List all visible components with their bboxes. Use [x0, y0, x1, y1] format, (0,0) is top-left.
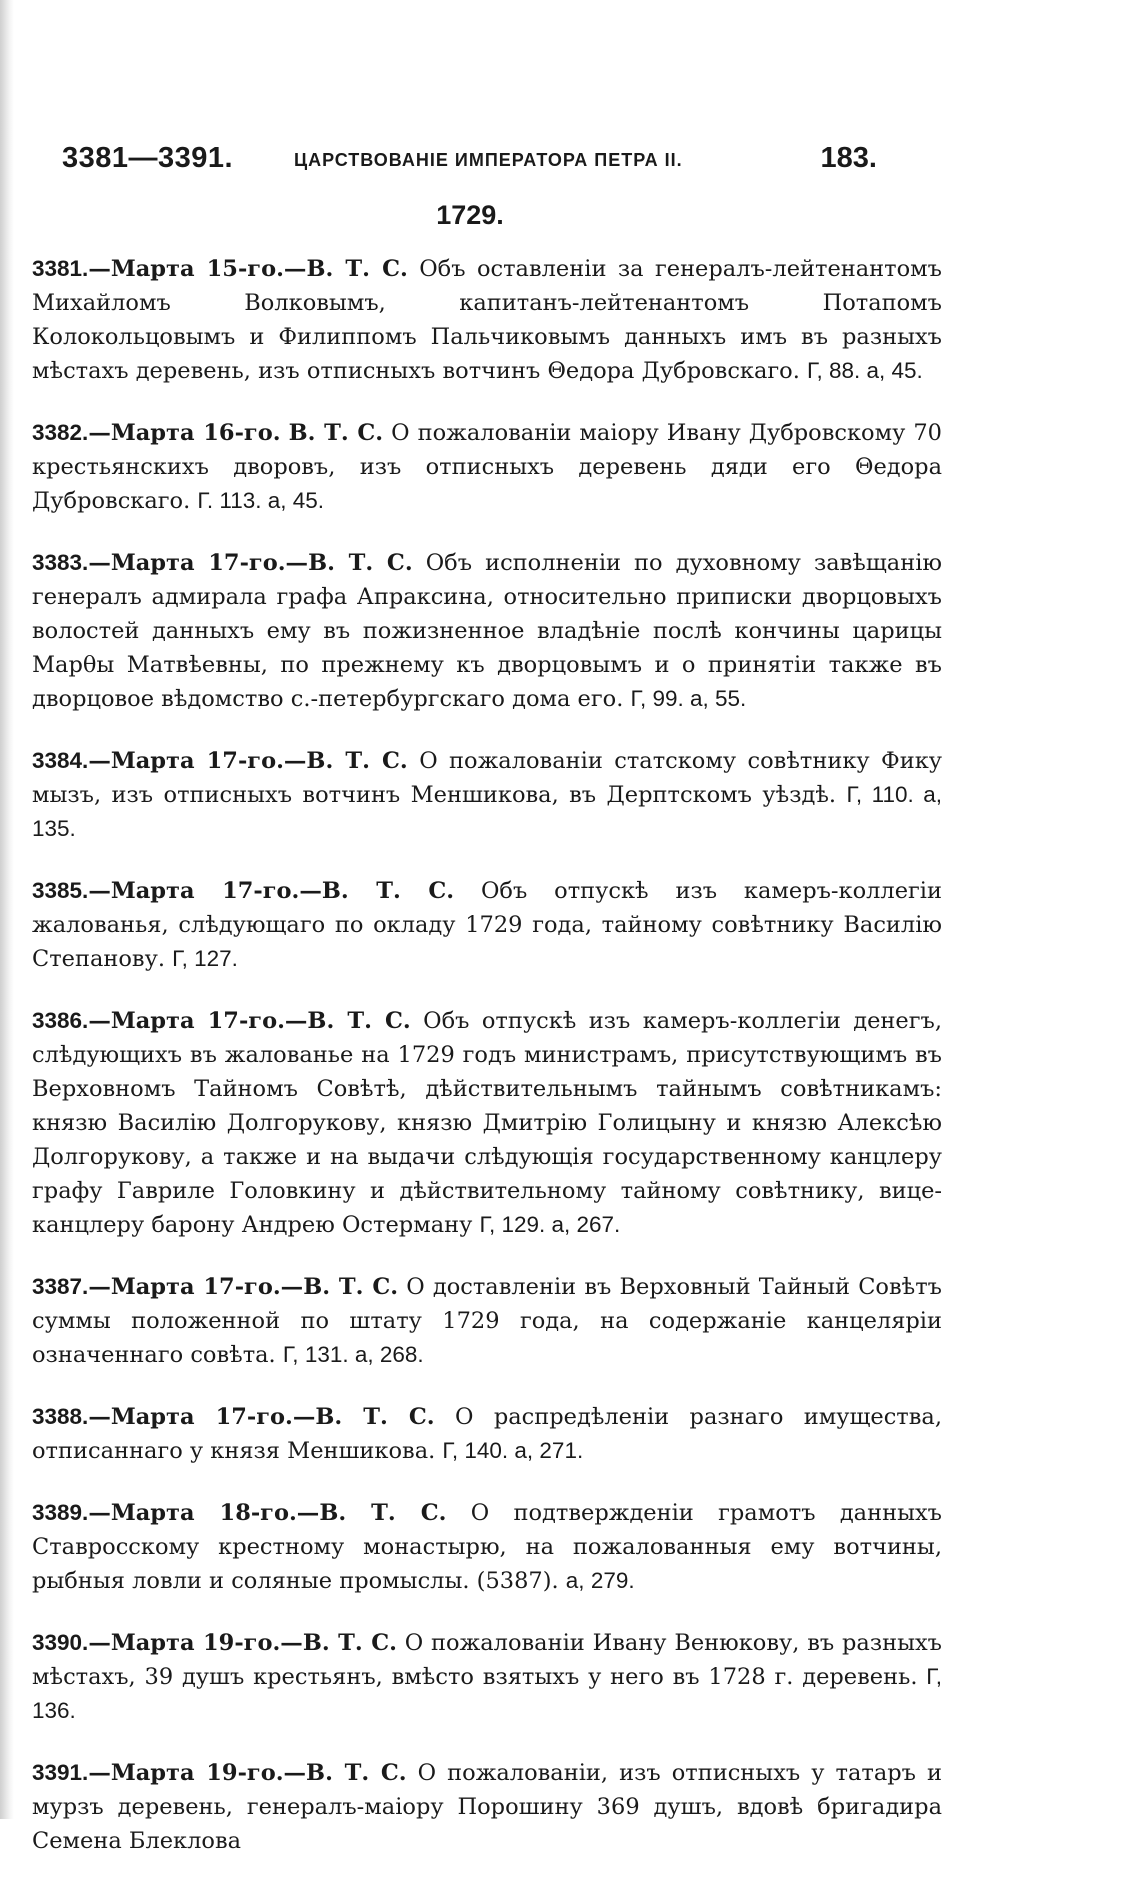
- entry-refs: Г, 129. а, 267.: [479, 1212, 621, 1237]
- entry-text: О пожалованіи статскому совѣтнику Фику мызъ, изъ отписныхъ вотчинъ Меншикова, въ Дерптскомъ уѣздѣ.: [32, 748, 943, 808]
- entry-refs: Г, 127.: [172, 946, 238, 971]
- entry-number: 3382.: [32, 420, 89, 445]
- page-number: 183.: [820, 142, 877, 174]
- entry-text: О распредѣленіи разнаго имущества, отписаннаго у князя Меншикова.: [32, 1404, 942, 1464]
- entry-range: 3381—3391.: [62, 142, 234, 174]
- entry-text: О пожалованіи Ивану Венюкову, въ разныхъ мѣстахъ, 39 душъ крестьянъ, вмѣсто взятыхъ у него въ 1728 г. деревень.: [32, 1630, 942, 1690]
- entry-text: Объ отпускѣ изъ камеръ-коллегіи денегъ, слѣдующихъ въ жалованье на 1729 годъ министрамъ, присутствующимъ въ Верховномъ Тайномъ Совѣтѣ, дѣйствительнымъ тайнымъ совѣтникамъ: князю Василію Долгорукову, князю Дмитрію Голицыну и князю Алексѣю Долгорукову, а также и на выдачи слѣдующія государственному канцлеру графу Гавриле Головкину и дѣйствительному тайному совѣтнику, вице-канцлеру барону Андрею Остерману: [32, 1008, 942, 1238]
- entry-text: О пожалованіи маіору Ивану Дубровскому 70 крестьянскихъ дворовъ, изъ отписныхъ деревень дяди его Θедора Дубровскаго.: [32, 420, 942, 514]
- entry-source: В. Т. С.: [306, 256, 408, 282]
- entry-date: —Марта 17-го.—: [88, 550, 309, 576]
- entry-text: Объ исполненіи по духовному завѣщанію генералъ адмирала графа Апраксина, относительно приписки дворцовыхъ волостей данныхъ ему въ пожизненное владѣніе послѣ кончины царицы Марθы Матвѣевны, по прежнему къ дворцовымъ и о принятіи также въ дворцовое вѣдомство с.-петербургскаго дома его.: [32, 550, 942, 712]
- entry: [32, 1626, 942, 1728]
- entry-refs: Г, 99. а, 55.: [630, 686, 747, 711]
- entry-date: —Марта 17-го.—: [88, 1274, 304, 1300]
- entry-source: В. Т. С.: [307, 1008, 411, 1034]
- entry-source: В. Т. С.: [306, 748, 408, 774]
- entry: [32, 1004, 942, 1242]
- entry-number: 3389.: [32, 1500, 89, 1525]
- entry: [32, 1400, 942, 1468]
- entry-source: В. Т. С.: [306, 1760, 407, 1786]
- entry: [32, 744, 942, 846]
- entry: [32, 874, 942, 976]
- entry-date: —Марта 17-го.—: [88, 1404, 316, 1430]
- entry-date: —Марта 16-го.: [88, 420, 281, 446]
- entry-number: 3390.: [32, 1630, 89, 1655]
- entry: [32, 252, 942, 388]
- entry-date: —Марта 17-го.—: [88, 748, 307, 774]
- entry-source: В. Т. С.: [315, 1404, 435, 1430]
- entry-date: —Марта 17-го.—: [88, 878, 322, 904]
- entry-refs: Г, 136.: [32, 1664, 942, 1723]
- entry-date: —Марта 19-го.—: [88, 1760, 307, 1786]
- entry-source: В. Т. С.: [308, 550, 413, 576]
- entry-text: О доставленіи въ Верховный Тайный Совѣтъ суммы положенной по штату 1729 года, на содержаніе канцеляріи означеннаго совѣта.: [32, 1274, 942, 1368]
- entry: [32, 1270, 942, 1372]
- entry-text: О подтвержденіи грамотъ данныхъ Ставросскому крестному монастырю, на пожалованныя ему вотчины, рыбныя ловли и соляные промыслы. (5387).: [32, 1500, 942, 1594]
- entry-text: Объ оставленіи за генералъ-лейтенантомъ Михайломъ Волковымъ, капитанъ-лейтенантомъ Потапомъ Колокольцовымъ и Филиппомъ Пальчиковымъ данныхъ имъ въ разныхъ мѣстахъ деревень, изъ отписныхъ вотчинъ Θедора Дубровскаго.: [32, 256, 942, 384]
- entry-source: В. Т. С.: [302, 1630, 397, 1656]
- entry: [32, 546, 942, 716]
- entry-text: Объ отпускѣ изъ камеръ-коллегіи жалованья, слѣдующаго по окладу 1729 года, тайному совѣтнику Василію Степанову.: [32, 878, 942, 972]
- entry: [32, 1496, 942, 1598]
- entry-refs: Г, 110. а, 135.: [32, 782, 943, 841]
- year-heading: 1729.: [436, 200, 504, 230]
- running-title: ЦАРСТВОВАНІЕ ИМПЕРАТОРА ПЕТРА II.: [294, 150, 683, 170]
- entry-source: В. Т. С.: [321, 878, 455, 904]
- entry-list: [32, 252, 942, 1886]
- entry-refs: Г, 131. а, 268.: [282, 1342, 424, 1367]
- entry-number: 3386.: [32, 1008, 89, 1033]
- entry-date: —Марта 17-го.—: [88, 1008, 308, 1034]
- entry-refs: Г, 140. а, 271.: [442, 1438, 584, 1463]
- entry-number: 3391.: [32, 1760, 89, 1785]
- entry: [32, 1756, 942, 1858]
- entry-number: 3383.: [32, 550, 89, 575]
- entry-number: 3385.: [32, 878, 89, 903]
- entry-date: —Марта 15-го.—: [88, 256, 307, 282]
- entry-refs: Г. 113. а, 45.: [197, 488, 325, 513]
- entry-number: 3388.: [32, 1404, 89, 1429]
- entry-source: В. Т. С.: [288, 420, 384, 446]
- entry: [32, 416, 942, 518]
- entry-number: 3384.: [32, 748, 89, 773]
- entry-date: —Марта 19-го.—: [88, 1630, 303, 1656]
- entry-source: В. Т. С.: [319, 1500, 447, 1526]
- entry-refs: а, 279.: [565, 1568, 635, 1593]
- entry-text: О пожалованіи, изъ отписныхъ у татаръ и мурзъ деревень, генералъ-маіору Порошину 369 душъ, вдовѣ бригадира Семена Блеклова: [32, 1760, 942, 1854]
- running-header: [62, 142, 877, 182]
- entry-number: 3387.: [32, 1274, 89, 1299]
- entry-number: 3381.: [32, 256, 89, 281]
- entry-refs: Г, 88. а, 45.: [807, 358, 923, 383]
- entry-date: —Марта 18-го.—: [88, 1500, 320, 1526]
- entry-source: В. Т. С.: [303, 1274, 399, 1300]
